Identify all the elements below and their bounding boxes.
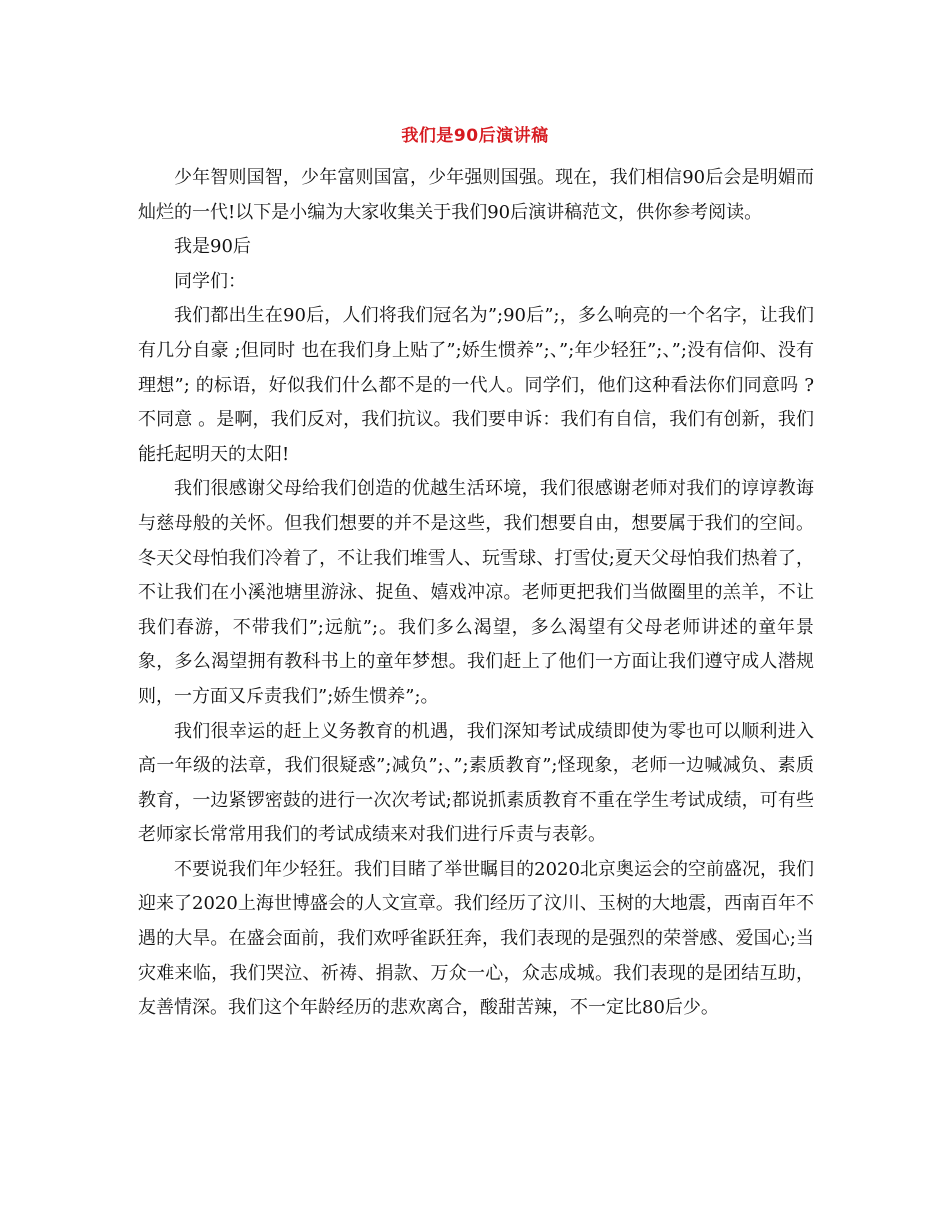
paragraph-body: 我们都出生在90后，人们将我们冠名为”;90后”;，多么响亮的一个名字，让我们有几分自豪 ;但同时 也在我们身上贴了”;娇生惯养”;、”;年少轻狂”;、”;没有信仰、没有理想”; 的标语，好似我们什么都不是的一代人。同学们，他们这种看法你们同意吗 ?不同意 。是啊，我们反对，我们抗议。我们要申诉：我们有自信，我们有创新，我们能托起明天的太阳! [138, 305, 814, 465]
document-title: 我们是90后演讲稿 [401, 126, 549, 146]
paragraph-heading: 我是90后 [174, 236, 251, 258]
document-body [138, 161, 814, 1026]
paragraph-body: 我们很感谢父母给我们创造的优越生活环境，我们很感谢老师对我们的谆谆教诲与慈母般的关怀。但我们想要的并不是这些，我们想要自由，想要属于我们的空间。冬天父母怕我们冷着了，不让我们堆雪人、玩雪球、打雪仗;夏天父母怕我们热着了，不让我们在小溪池塘里游泳、捉鱼、嬉戏冲凉。老师更把我们当做圈里的羔羊，不让我们春游，不带我们”;远航”;。我们多么渴望，多么渴望有父母老师讲述的童年景象，多么渴望拥有教科书上的童年梦想。我们赶上了他们一方面让我们遵守成人潜规则，一方面又斥责我们”;娇生惯养”;。 [138, 478, 814, 707]
paragraph-body: 不要说我们年少轻狂。我们目睹了举世瞩目的2020北京奥运会的空前盛况，我们迎来了2020上海世博盛会的人文宣章。我们经历了汶川、玉树的大地震，西南百年不遇的大旱。在盛会面前，我们欢呼雀跃狂奔，我们表现的是强烈的荣誉感、爱国心;当灾难来临，我们哭泣、祈祷、捐款、万众一心，众志成城。我们表现的是团结互助，友善情深。我们这个年龄经历的悲欢离合，酸甜苦辣，不一定比80后少。 [138, 858, 814, 1019]
paragraph-salutation: 同学们： [174, 270, 246, 292]
paragraph-intro: 少年智则国智，少年富则国富，少年强则国强。现在，我们相信90后会是明媚而灿烂的一代!以下是小编为大家收集关于我们90后演讲稿范文，供你参考阅读。 [138, 167, 814, 223]
paragraph-body: 我们很幸运的赶上义务教育的机遇，我们深知考试成绩即使为零也可以顺利进入高一年级的法章，我们很疑惑”;减负”;、”;素质教育”;怪现象，老师一边喊减负、素质教育，一边紧锣密鼓的进行一次次考试;都说抓素质教育不重在学生考试成绩，可有些老师家长常常用我们的考试成绩来对我们进行斥责与表彰。 [138, 720, 814, 846]
